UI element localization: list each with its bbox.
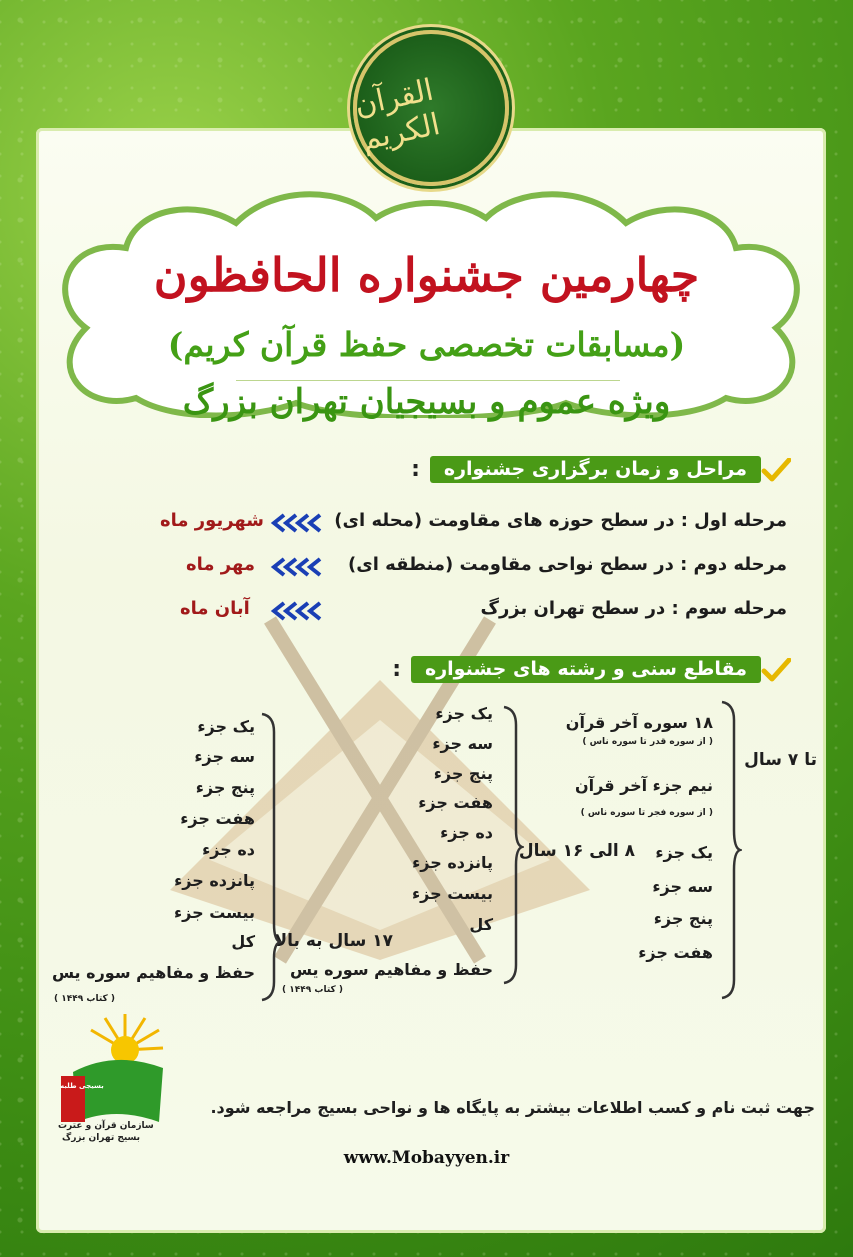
website-url[interactable]: www.Mobayyen.ir: [343, 1148, 510, 1168]
group2-item: یک جزء: [435, 704, 493, 723]
group3-item: هفت جزء: [180, 809, 255, 828]
stages-heading: [411, 456, 801, 483]
brace-icon: [500, 705, 524, 985]
stages-heading-label: مراحل و زمان برگزاری جشنواره: [430, 456, 761, 483]
ages-heading: [392, 656, 801, 683]
emblem-calligraphy: القرآن الكريم: [351, 72, 444, 158]
quran-emblem: [353, 30, 509, 186]
stage-row-2: مرحله دوم : در سطح نواحی مقاومت (منطقه ای): [348, 554, 787, 575]
group3-item: یک جزء: [197, 717, 255, 736]
group1-item: ۱۸ سوره آخر قرآن: [565, 713, 713, 732]
group1-note: ( از سوره فجر تا سوره ناس ): [580, 808, 713, 818]
age-group-2: ۸ الی ۱۶ سال: [518, 841, 635, 861]
page-subtitle: (مسابقات تخصصی حفظ قرآن کریم): [167, 325, 686, 364]
arrows-icon: [270, 513, 326, 533]
group3-item: کل: [231, 932, 255, 951]
group1-item: هفت جزء: [638, 943, 713, 962]
logo-caption-1: سازمان قرآن و عترت: [58, 1121, 154, 1131]
brace-icon: [718, 700, 742, 1000]
group2-item: بیست جزء: [412, 884, 493, 903]
group3-item: ده جزء: [202, 840, 255, 859]
stage-date-3: آبان ماه: [180, 598, 250, 619]
page-title: چهارمین جشنواره الحافظون: [153, 248, 700, 302]
group1-item: سه جزء: [652, 877, 713, 896]
group3-item: پانزده جزء: [174, 871, 255, 890]
group2-item: سه جزء: [432, 734, 493, 753]
group1-item: پنج جزء: [653, 909, 713, 928]
ages-heading-colon: :: [392, 657, 402, 682]
audience-line: ویژه عموم و بسیجیان تهران بزرگ: [182, 382, 671, 422]
group2-item: هفت جزء: [418, 793, 493, 812]
group3-note: ( کتاب ۱۴۴۹ ): [54, 994, 115, 1004]
group3-item: بیست جزء: [174, 903, 255, 922]
group3-item: پنج جزء: [195, 778, 255, 797]
logo-badge: بسیجی طلبه: [60, 1082, 104, 1090]
arrows-icon: [270, 601, 326, 621]
group2-item: کل: [469, 915, 493, 934]
group2-note: ( کتاب ۱۴۴۹ ): [282, 985, 343, 995]
group3-item: حفظ و مفاهیم سوره یس: [51, 963, 255, 982]
group1-item: یک جزء: [655, 843, 713, 862]
logo-caption-2: بسیج تهران بزرگ: [62, 1133, 141, 1143]
group1-item: نیم جزء آخر قرآن: [575, 776, 713, 795]
group1-note: ( از سوره قدر تا سوره ناس ): [582, 737, 713, 747]
stages-heading-colon: :: [411, 457, 420, 482]
group2-item: پانزده جزء: [412, 853, 493, 872]
checkmark-icon: [761, 458, 791, 482]
stage-date-2: مهر ماه: [186, 554, 256, 575]
age-group-3: ۱۷ سال به بالا: [274, 931, 393, 951]
arrows-icon: [270, 557, 326, 577]
brace-icon: [258, 712, 282, 1002]
group2-item: پنج جزء: [433, 764, 493, 783]
group2-item: ده جزء: [440, 823, 493, 842]
stage-row-3: مرحله سوم : در سطح تهران بزرگ: [480, 598, 787, 619]
stage-date-1: شهریور ماه: [160, 510, 264, 531]
stage-row-1: مرحله اول : در سطح حوزه های مقاومت (محله ای): [334, 510, 787, 531]
age-group-1: تا ۷ سال: [744, 750, 817, 770]
checkmark-icon: [761, 658, 791, 682]
divider: [236, 380, 620, 381]
registration-note: جهت ثبت نام و کسب اطلاعات بیشتر به پایگاه ها و نواحی بسیج مراجعه شود.: [210, 1098, 815, 1117]
group3-item: سه جزء: [194, 747, 255, 766]
ages-heading-label: مقاطع سنی و رشته های جشنواره: [411, 656, 761, 683]
group2-item: حفظ و مفاهیم سوره یس: [289, 960, 493, 979]
